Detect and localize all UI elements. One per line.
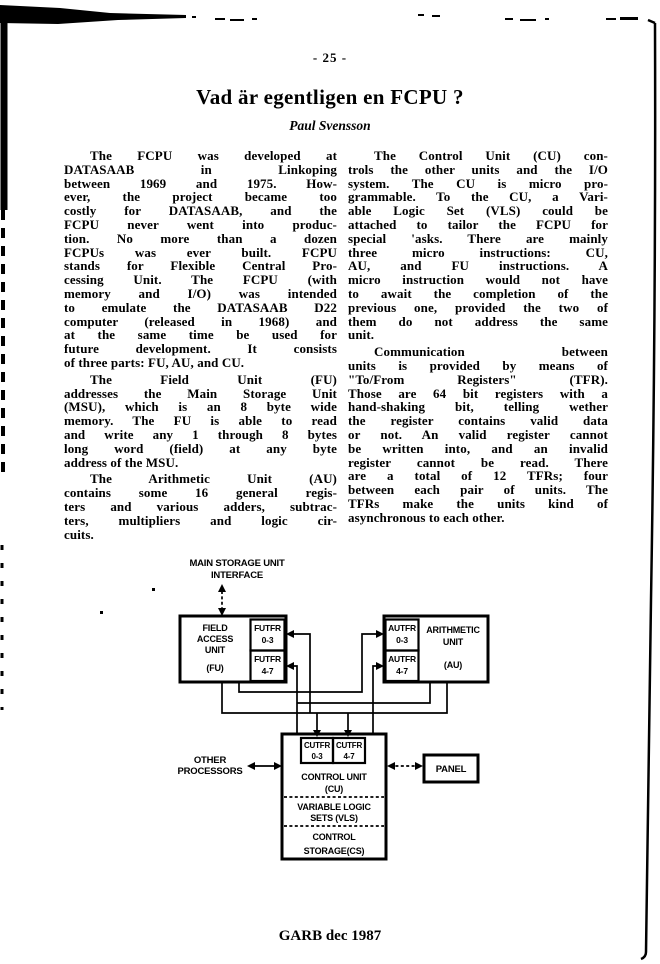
connector-au-futfr47 [297, 682, 430, 703]
autfr03-box [386, 620, 419, 651]
arrow-down-icon [344, 730, 352, 737]
text-line: computer (released in 1968) and [64, 313, 337, 329]
paragraph [64, 373, 337, 470]
connector-fu-au [222, 682, 447, 713]
cutfr47-label: 4-7 [343, 752, 355, 761]
futfr03-label: FUTFR [254, 623, 281, 633]
text-line: system. The CU is micro pro- [348, 175, 608, 191]
msu-interface-label: MAIN STORAGE UNIT [189, 558, 285, 569]
arrow-down-icon [313, 730, 321, 737]
cutfr47-label: CUTFR [335, 741, 363, 750]
text-line: unit. [348, 327, 375, 343]
fu-label: ACCESS [196, 634, 234, 644]
text-line: micro instruction would not have [348, 272, 608, 288]
text-line: three micro instructions: CU, [348, 244, 608, 260]
futfr47-label: 4-7 [261, 666, 274, 676]
text-line: to emulate the DATASAAB D22 [64, 299, 337, 315]
connector-cu-futfr03 [293, 634, 310, 713]
text-line: previous one, provided the two of [348, 299, 608, 315]
text-line: between each pair of units. The [348, 482, 608, 498]
cutfr47-box [333, 738, 365, 763]
other-processors-label: OTHER [193, 755, 227, 766]
text-line: (MSU), which is an 8 byte wide [64, 399, 337, 415]
text-line: AU, and FU instructions. A [348, 258, 608, 274]
autfr47-box [386, 651, 419, 682]
connector-cu-futfr47 [293, 666, 297, 734]
article-title: Vad är egentligen en FCPU ? [196, 85, 464, 109]
arrow-left-icon [286, 630, 294, 638]
au-label: UNIT [442, 637, 464, 647]
text-line: asynchronous to each other. [348, 509, 505, 525]
futfr47-label: FUTFR [254, 654, 281, 664]
text-line: between 1969 and 1975. How- [64, 175, 337, 191]
text-line: The FCPU was developed at [90, 148, 337, 163]
text-line: future development. It consists [64, 341, 337, 357]
arrow-left-icon [247, 762, 255, 770]
text-line: and write any 1 through 8 bytes [64, 426, 337, 442]
cs-label: CONTROL [312, 832, 356, 842]
vls-label: VARIABLE LOGIC [297, 802, 371, 812]
text-line: ters, multipliers and logic cir- [64, 512, 337, 528]
text-line: memory. The FU is able to read [64, 413, 337, 429]
text-line: Those are 64 bit registers with a [348, 385, 608, 401]
text-line: ters and various adders, subtrac- [64, 498, 337, 514]
other-processors-label: PROCESSORS [177, 766, 243, 777]
arrow-right-icon [376, 630, 384, 638]
text-line: The Control Unit (CU) con- [374, 148, 608, 163]
arrow-right-icon [415, 762, 423, 770]
fu-box [180, 616, 286, 682]
fu-label: UNIT [204, 645, 226, 655]
arrow-left-icon [387, 762, 395, 770]
arrow-right-icon [274, 762, 282, 770]
cs-label: STORAGE(CS) [303, 846, 365, 856]
cu-box [282, 734, 386, 859]
text-line: hand-shaking bit, telling wether [348, 399, 608, 415]
text-line: memory and I/O) was intended [64, 285, 337, 301]
paragraph [348, 345, 608, 524]
fu-label: (FU) [206, 663, 224, 673]
left-column [64, 149, 337, 541]
text-line: are a total of 12 TFRs; four [348, 468, 608, 484]
text-line: be written into, and an invalid [348, 440, 608, 456]
text-line: register cannot be read. There [348, 454, 608, 470]
autfr47-label: 4-7 [396, 666, 408, 676]
panel-label: PANEL [435, 764, 467, 775]
connector-cu-autfr47 [373, 666, 381, 734]
text-line: ever, the project became too [64, 189, 337, 205]
autfr03-label: 0-3 [396, 635, 408, 645]
cutfr03-box [301, 738, 333, 763]
text-line: tion. No more than a dozen [64, 230, 337, 246]
text-line: "To/From Registers" (TFR). [348, 371, 608, 387]
au-box [384, 616, 488, 682]
text-line: FCPU never went into produc- [64, 216, 337, 232]
au-label: (AU) [443, 660, 463, 670]
cutfr03-label: CUTFR [303, 741, 331, 750]
vls-label: SETS (VLS) [310, 813, 358, 823]
text-line: able Logic Set (VLS) could be [348, 203, 608, 219]
fu-label: FIELD [202, 623, 228, 633]
text-line: TFRs make the units kind of [348, 495, 608, 511]
panel-box [424, 755, 478, 782]
msu-interface-label: INTERFACE [210, 570, 264, 581]
arrow-right-icon [376, 662, 384, 670]
text-line: units is provided by means of [348, 357, 608, 373]
text-line: them do not address the same [348, 313, 608, 329]
text-line: The Field Unit (FU) [90, 371, 337, 387]
arrow-left-icon [286, 662, 294, 670]
text-line: stands for Flexible Central Pro- [64, 258, 337, 274]
fcpu-block-diagram [0, 548, 660, 878]
text-line: cuits. [64, 526, 94, 542]
futfr03-label: 0-3 [261, 635, 274, 645]
paragraph [348, 149, 608, 342]
text-line: costly for DATASAAB, and the [64, 203, 337, 219]
text-line: trols the other units and the I/O [348, 161, 608, 177]
text-line: of three parts: FU, AU, and CU. [64, 354, 245, 370]
text-line: The Arithmetic Unit (AU) [90, 471, 337, 487]
arrow-up-icon [218, 584, 226, 592]
article-author: Paul Svensson [289, 118, 371, 133]
text-line: special 'asks. There are mainly [348, 230, 608, 246]
text-line: or not. An valid register cannot [348, 426, 608, 442]
au-label: ARITHMETIC [426, 625, 480, 635]
arrow-down-icon [218, 608, 226, 616]
text-line: contains some 16 general regis- [64, 485, 337, 501]
paragraph [64, 149, 337, 370]
connector-fu-autfr03 [239, 634, 377, 692]
autfr03-label: AUTFR [388, 623, 416, 633]
text-line: Communication between [374, 344, 608, 360]
futfr47-box [251, 651, 285, 682]
text-line: cessing Unit. The FCPU (with [64, 272, 337, 288]
paragraph [64, 472, 337, 541]
futfr03-box [251, 620, 285, 651]
text-line: to await the completion of the [348, 285, 608, 301]
footer-imprint: GARB dec 1987 [278, 928, 382, 944]
text-line: FCPUs was ever built. FCPU [64, 244, 337, 260]
text-line: at the same time be used for [64, 327, 337, 343]
cu-label: (CU) [324, 784, 344, 794]
text-line: attached to tailor the FCPU for [348, 216, 608, 232]
right-column [348, 149, 608, 525]
text-line: addresses the Main Storage Unit [64, 385, 337, 401]
scan-smudge [0, 5, 186, 24]
text-line: the register contains valid data [348, 413, 608, 429]
text-line: DATASAAB in Linkoping [64, 161, 337, 177]
text-line: address of the MSU. [64, 454, 179, 470]
cu-label: CONTROL UNIT [301, 772, 367, 782]
text-line: long word (field) at any byte [64, 440, 337, 456]
text-line: grammable. To the CU, a Vari- [348, 189, 608, 205]
cutfr03-label: 0-3 [311, 752, 323, 761]
autfr47-label: AUTFR [388, 654, 416, 664]
page-number: - 25 - [312, 50, 348, 65]
